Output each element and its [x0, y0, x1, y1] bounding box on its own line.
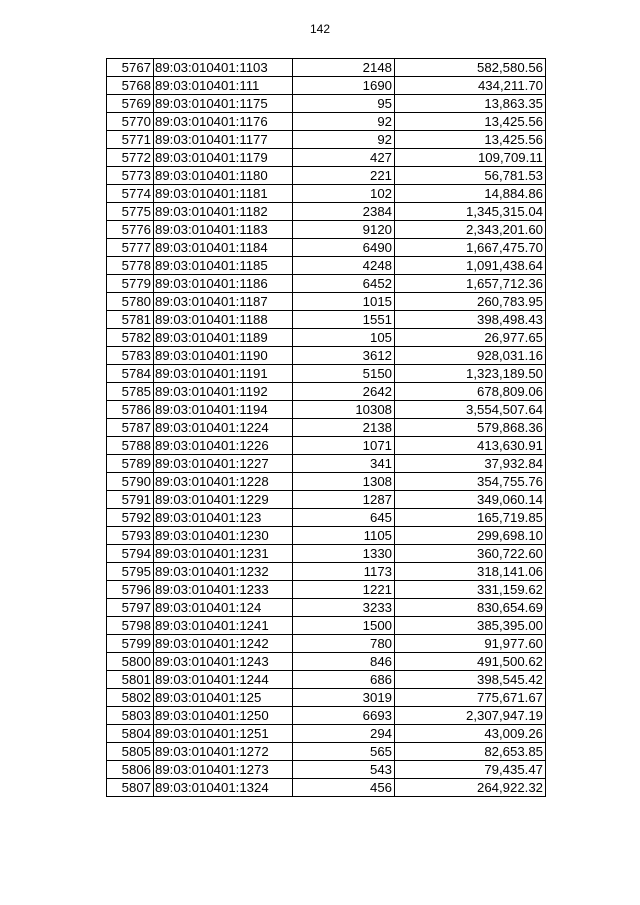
cadastral-value-cell: 434,211.70 — [395, 77, 546, 95]
area-cell: 3233 — [293, 599, 395, 617]
cadastral-number-cell: 89:03:010401:125 — [154, 689, 293, 707]
cadastral-number-cell: 89:03:010401:1177 — [154, 131, 293, 149]
table-row — [107, 113, 546, 131]
area-cell: 221 — [293, 167, 395, 185]
cadastral-number-cell: 89:03:010401:124 — [154, 599, 293, 617]
area-cell: 6452 — [293, 275, 395, 293]
row-number-cell: 5798 — [107, 617, 154, 635]
area-cell: 5150 — [293, 365, 395, 383]
cadastral-value-cell: 299,698.10 — [395, 527, 546, 545]
area-cell: 4248 — [293, 257, 395, 275]
cadastral-number-cell: 89:03:010401:1185 — [154, 257, 293, 275]
area-cell: 341 — [293, 455, 395, 473]
row-number-cell: 5792 — [107, 509, 154, 527]
cadastral-value-cell: 13,863.35 — [395, 95, 546, 113]
cadastral-value-cell: 91,977.60 — [395, 635, 546, 653]
area-cell: 686 — [293, 671, 395, 689]
area-cell: 294 — [293, 725, 395, 743]
cadastral-number-cell: 89:03:010401:1191 — [154, 365, 293, 383]
cadastral-value-cell: 398,545.42 — [395, 671, 546, 689]
cadastral-value-cell: 264,922.32 — [395, 779, 546, 797]
cadastral-value-cell: 331,159.62 — [395, 581, 546, 599]
cadastral-number-cell: 89:03:010401:1324 — [154, 779, 293, 797]
table-row — [107, 581, 546, 599]
row-number-cell: 5778 — [107, 257, 154, 275]
row-number-cell: 5777 — [107, 239, 154, 257]
table-row — [107, 383, 546, 401]
cadastral-value-cell: 14,884.86 — [395, 185, 546, 203]
cadastral-number-cell: 89:03:010401:1227 — [154, 455, 293, 473]
area-cell: 102 — [293, 185, 395, 203]
cadastral-number-cell: 89:03:010401:1233 — [154, 581, 293, 599]
area-cell: 6693 — [293, 707, 395, 725]
cadastral-value-cell: 398,498.43 — [395, 311, 546, 329]
cadastral-number-cell: 89:03:010401:1180 — [154, 167, 293, 185]
table-row — [107, 617, 546, 635]
row-number-cell: 5787 — [107, 419, 154, 437]
row-number-cell: 5783 — [107, 347, 154, 365]
area-cell: 456 — [293, 779, 395, 797]
cadastral-value-cell: 260,783.95 — [395, 293, 546, 311]
cadastral-number-cell: 89:03:010401:1232 — [154, 563, 293, 581]
row-number-cell: 5803 — [107, 707, 154, 725]
cadastral-value-cell: 318,141.06 — [395, 563, 546, 581]
cadastral-number-cell: 89:03:010401:1224 — [154, 419, 293, 437]
table-row — [107, 761, 546, 779]
cadastral-number-cell: 89:03:010401:1190 — [154, 347, 293, 365]
table-row — [107, 437, 546, 455]
area-cell: 1690 — [293, 77, 395, 95]
row-number-cell: 5805 — [107, 743, 154, 761]
cadastral-number-cell: 89:03:010401:1230 — [154, 527, 293, 545]
area-cell: 1071 — [293, 437, 395, 455]
table-row — [107, 95, 546, 113]
row-number-cell: 5780 — [107, 293, 154, 311]
area-cell: 92 — [293, 113, 395, 131]
cadastral-number-cell: 89:03:010401:1229 — [154, 491, 293, 509]
table-row — [107, 545, 546, 563]
table-row — [107, 491, 546, 509]
area-cell: 92 — [293, 131, 395, 149]
area-cell: 1173 — [293, 563, 395, 581]
area-cell: 1221 — [293, 581, 395, 599]
cadastral-value-cell: 165,719.85 — [395, 509, 546, 527]
cadastral-number-cell: 89:03:010401:1186 — [154, 275, 293, 293]
cadastral-number-cell: 89:03:010401:1241 — [154, 617, 293, 635]
cadastral-value-cell: 349,060.14 — [395, 491, 546, 509]
table-row — [107, 221, 546, 239]
table-row — [107, 257, 546, 275]
table-row — [107, 689, 546, 707]
row-number-cell: 5785 — [107, 383, 154, 401]
row-number-cell: 5790 — [107, 473, 154, 491]
row-number-cell: 5791 — [107, 491, 154, 509]
cadastral-value-cell: 79,435.47 — [395, 761, 546, 779]
area-cell: 2148 — [293, 59, 395, 77]
row-number-cell: 5807 — [107, 779, 154, 797]
row-number-cell: 5794 — [107, 545, 154, 563]
cadastral-value-cell: 775,671.67 — [395, 689, 546, 707]
cadastral-number-cell: 89:03:010401:1175 — [154, 95, 293, 113]
area-cell: 645 — [293, 509, 395, 527]
table-row — [107, 473, 546, 491]
table-row — [107, 743, 546, 761]
table-row — [107, 77, 546, 95]
table-row — [107, 455, 546, 473]
cadastral-value-cell: 830,654.69 — [395, 599, 546, 617]
area-cell: 105 — [293, 329, 395, 347]
row-number-cell: 5776 — [107, 221, 154, 239]
area-cell: 565 — [293, 743, 395, 761]
cadastral-number-cell: 89:03:010401:1187 — [154, 293, 293, 311]
cadastral-value-cell: 582,580.56 — [395, 59, 546, 77]
cadastral-value-cell: 2,343,201.60 — [395, 221, 546, 239]
row-number-cell: 5775 — [107, 203, 154, 221]
table-row — [107, 131, 546, 149]
row-number-cell: 5769 — [107, 95, 154, 113]
table-body — [107, 59, 546, 797]
cadastral-value-cell: 1,657,712.36 — [395, 275, 546, 293]
area-cell: 2384 — [293, 203, 395, 221]
row-number-cell: 5770 — [107, 113, 154, 131]
table-row — [107, 707, 546, 725]
area-cell: 1015 — [293, 293, 395, 311]
table-row — [107, 347, 546, 365]
table-row — [107, 239, 546, 257]
table-row — [107, 59, 546, 77]
area-cell: 2642 — [293, 383, 395, 401]
cadastral-number-cell: 89:03:010401:1243 — [154, 653, 293, 671]
table-row — [107, 725, 546, 743]
cadastral-value-cell: 82,653.85 — [395, 743, 546, 761]
area-cell: 427 — [293, 149, 395, 167]
table-row — [107, 401, 546, 419]
area-cell: 9120 — [293, 221, 395, 239]
cadastral-value-cell: 928,031.16 — [395, 347, 546, 365]
row-number-cell: 5797 — [107, 599, 154, 617]
table-row — [107, 599, 546, 617]
table-row — [107, 167, 546, 185]
cadastral-number-cell: 89:03:010401:1226 — [154, 437, 293, 455]
cadastral-value-cell: 354,755.76 — [395, 473, 546, 491]
row-number-cell: 5774 — [107, 185, 154, 203]
cadastral-value-cell: 385,395.00 — [395, 617, 546, 635]
cadastral-number-cell: 89:03:010401:1194 — [154, 401, 293, 419]
row-number-cell: 5789 — [107, 455, 154, 473]
cadastral-value-cell: 579,868.36 — [395, 419, 546, 437]
area-cell: 3612 — [293, 347, 395, 365]
cadastral-value-cell: 37,932.84 — [395, 455, 546, 473]
area-cell: 6490 — [293, 239, 395, 257]
row-number-cell: 5793 — [107, 527, 154, 545]
cadastral-value-cell: 491,500.62 — [395, 653, 546, 671]
cadastral-number-cell: 89:03:010401:1244 — [154, 671, 293, 689]
row-number-cell: 5786 — [107, 401, 154, 419]
page-number: 142 — [309, 22, 331, 36]
table-row — [107, 563, 546, 581]
table-row — [107, 149, 546, 167]
row-number-cell: 5796 — [107, 581, 154, 599]
cadastral-value-cell: 43,009.26 — [395, 725, 546, 743]
row-number-cell: 5804 — [107, 725, 154, 743]
cadastral-number-cell: 89:03:010401:1179 — [154, 149, 293, 167]
cadastral-value-cell: 678,809.06 — [395, 383, 546, 401]
cadastral-number-cell: 89:03:010401:123 — [154, 509, 293, 527]
table-row — [107, 293, 546, 311]
row-number-cell: 5799 — [107, 635, 154, 653]
area-cell: 1500 — [293, 617, 395, 635]
row-number-cell: 5781 — [107, 311, 154, 329]
row-number-cell: 5800 — [107, 653, 154, 671]
area-cell: 3019 — [293, 689, 395, 707]
table-row — [107, 275, 546, 293]
cadastral-number-cell: 89:03:010401:1192 — [154, 383, 293, 401]
row-number-cell: 5802 — [107, 689, 154, 707]
table-row — [107, 635, 546, 653]
cadastral-number-cell: 89:03:010401:1184 — [154, 239, 293, 257]
cadastral-value-cell: 13,425.56 — [395, 131, 546, 149]
row-number-cell: 5779 — [107, 275, 154, 293]
area-cell: 10308 — [293, 401, 395, 419]
cadastral-value-cell: 109,709.11 — [395, 149, 546, 167]
cadastral-number-cell: 89:03:010401:1273 — [154, 761, 293, 779]
area-cell: 543 — [293, 761, 395, 779]
cadastral-value-cell: 413,630.91 — [395, 437, 546, 455]
row-number-cell: 5767 — [107, 59, 154, 77]
cadastral-number-cell: 89:03:010401:1188 — [154, 311, 293, 329]
area-cell: 1551 — [293, 311, 395, 329]
row-number-cell: 5795 — [107, 563, 154, 581]
cadastral-value-cell: 1,345,315.04 — [395, 203, 546, 221]
table-row — [107, 779, 546, 797]
area-cell: 1330 — [293, 545, 395, 563]
cadastral-number-cell: 89:03:010401:1176 — [154, 113, 293, 131]
table-row — [107, 329, 546, 347]
table-row — [107, 671, 546, 689]
cadastral-value-cell: 1,323,189.50 — [395, 365, 546, 383]
cadastral-number-cell: 89:03:010401:111 — [154, 77, 293, 95]
cadastral-number-cell: 89:03:010401:1272 — [154, 743, 293, 761]
area-cell: 780 — [293, 635, 395, 653]
table-row — [107, 509, 546, 527]
table-row — [107, 653, 546, 671]
row-number-cell: 5788 — [107, 437, 154, 455]
row-number-cell: 5773 — [107, 167, 154, 185]
area-cell: 1105 — [293, 527, 395, 545]
cadastral-value-cell: 3,554,507.64 — [395, 401, 546, 419]
area-cell: 95 — [293, 95, 395, 113]
table-row — [107, 203, 546, 221]
cadastral-number-cell: 89:03:010401:1231 — [154, 545, 293, 563]
row-number-cell: 5784 — [107, 365, 154, 383]
row-number-cell: 5806 — [107, 761, 154, 779]
row-number-cell: 5801 — [107, 671, 154, 689]
cadastral-value-cell: 2,307,947.19 — [395, 707, 546, 725]
table-row — [107, 311, 546, 329]
row-number-cell: 5768 — [107, 77, 154, 95]
cadastral-number-cell: 89:03:010401:1251 — [154, 725, 293, 743]
table-row — [107, 527, 546, 545]
cadastral-number-cell: 89:03:010401:1181 — [154, 185, 293, 203]
area-cell: 846 — [293, 653, 395, 671]
area-cell: 1308 — [293, 473, 395, 491]
table-row — [107, 365, 546, 383]
cadastral-value-cell: 13,425.56 — [395, 113, 546, 131]
cadastral-value-cell: 56,781.53 — [395, 167, 546, 185]
data-table — [106, 58, 546, 797]
cadastral-number-cell: 89:03:010401:1189 — [154, 329, 293, 347]
cadastral-value-cell: 1,091,438.64 — [395, 257, 546, 275]
area-cell: 2138 — [293, 419, 395, 437]
cadastral-number-cell: 89:03:010401:1242 — [154, 635, 293, 653]
row-number-cell: 5772 — [107, 149, 154, 167]
table-row — [107, 419, 546, 437]
row-number-cell: 5771 — [107, 131, 154, 149]
area-cell: 1287 — [293, 491, 395, 509]
cadastral-value-cell: 1,667,475.70 — [395, 239, 546, 257]
cadastral-number-cell: 89:03:010401:1182 — [154, 203, 293, 221]
cadastral-number-cell: 89:03:010401:1228 — [154, 473, 293, 491]
cadastral-value-cell: 360,722.60 — [395, 545, 546, 563]
cadastral-number-cell: 89:03:010401:1250 — [154, 707, 293, 725]
cadastral-number-cell: 89:03:010401:1103 — [154, 59, 293, 77]
table-row — [107, 185, 546, 203]
cadastral-value-cell: 26,977.65 — [395, 329, 546, 347]
cadastral-number-cell: 89:03:010401:1183 — [154, 221, 293, 239]
row-number-cell: 5782 — [107, 329, 154, 347]
